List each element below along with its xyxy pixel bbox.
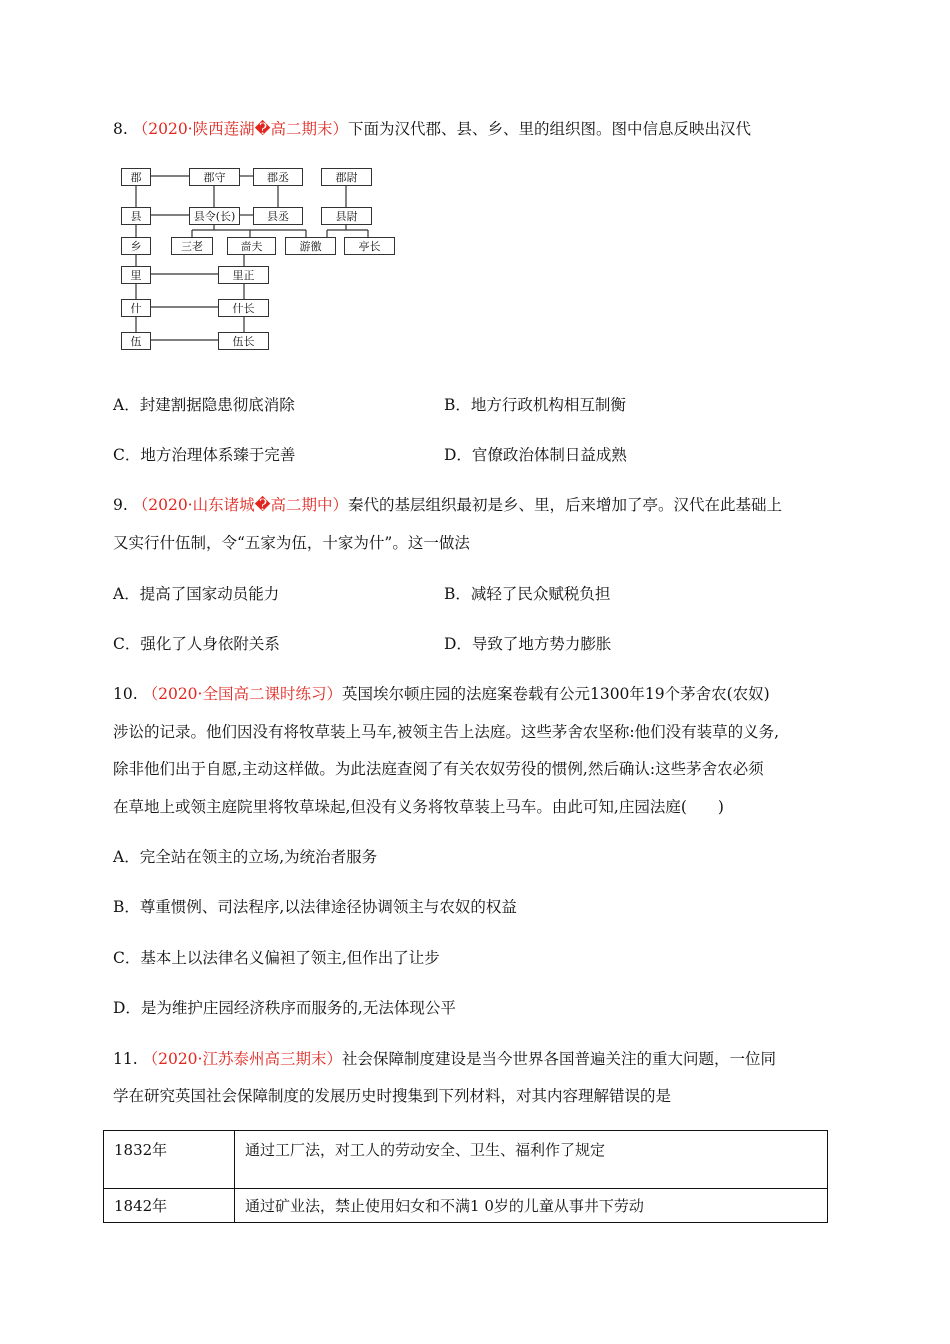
- han-organization-diagram: [0, 0, 420, 360]
- q10-option-b: B．尊重惯例、司法程序,以法律途径协调领主与农奴的权益: [113, 898, 517, 916]
- question-10-stem: 10. （2020·全国高二课时练习）英国埃尔顿庄园的法庭案卷载有公元1300年19个茅舍农(农奴): [113, 685, 770, 703]
- box-sanlao: 三老: [171, 237, 213, 255]
- q9-option-c: C．强化了人身依附关系: [113, 635, 280, 653]
- q10-option-a: A．完全站在领主的立场,为统治者服务: [113, 848, 378, 866]
- box-junwei: 郡尉: [321, 168, 372, 186]
- box-junshou: 郡守: [189, 168, 240, 186]
- box-wuzhang: 伍长: [218, 332, 269, 350]
- q8-option-b: B．地方行政机构相互制衡: [444, 396, 626, 414]
- box-shi: 什: [121, 299, 151, 317]
- box-tingzhang: 亭长: [344, 237, 395, 255]
- question-11-stem: 11. （2020·江苏泰州高三期末）社会保障制度建设是当今世界各国普遍关注的重大问题，一位同: [113, 1050, 776, 1068]
- box-juncheng: 郡丞: [253, 168, 303, 186]
- question-11-stem-2: 学在研究英国社会保障制度的发展历史时搜集到下列材料，对其内容理解错误的是: [113, 1087, 672, 1105]
- box-xianwei: 县尉: [321, 207, 372, 225]
- table-cell-year: 1842年: [104, 1189, 235, 1223]
- box-xian: 县: [121, 207, 151, 225]
- table-row: [104, 1131, 828, 1189]
- box-jun: 郡: [121, 168, 151, 186]
- box-youjiao: 游徼: [285, 237, 336, 255]
- question-9-stem: 9. （2020·山东诸城�高二期中）秦代的基层组织最初是乡、里，后来增加了亭。汉代在此基础上: [113, 496, 783, 514]
- box-lizheng: 里正: [218, 266, 269, 284]
- question-10-stem-4: 在草地上或领主庭院里将牧草垛起,但没有义务将牧草装上马车。由此可知,庄园法庭( ): [113, 798, 724, 816]
- table-row: [104, 1189, 828, 1223]
- q9-option-a: A．提高了国家动员能力: [113, 585, 280, 603]
- q9-option-d: D．导致了地方势力膨胀: [444, 635, 612, 653]
- box-shizhang: 什长: [218, 299, 269, 317]
- material-table: [103, 1130, 828, 1223]
- question-8-stem: 8. （2020·陕西莲湖�高二期末）下面为汉代郡、县、乡、里的组织图。图中信息反映出汉代: [113, 120, 752, 138]
- table-cell-event: 通过矿业法，禁止使用妇女和不满1 0岁的儿童从事井下劳动: [235, 1189, 828, 1223]
- q9-option-b: B．减轻了民众赋税负担: [444, 585, 611, 603]
- box-wu: 伍: [121, 332, 151, 350]
- q8-option-c: C．地方治理体系臻于完善: [113, 446, 296, 464]
- q10-option-d: D．是为维护庄园经济秩序而服务的,无法体现公平: [113, 999, 456, 1017]
- q8-option-d: D．官僚政治体制日益成熟: [444, 446, 627, 464]
- table-cell-year: 1832年: [104, 1131, 235, 1189]
- box-xiang: 乡: [121, 237, 151, 255]
- box-xiancheng: 县丞: [253, 207, 303, 225]
- box-li: 里: [121, 266, 151, 284]
- question-10-stem-3: 除非他们出于自愿,主动这样做。为此法庭查阅了有关农奴劳役的惯例,然后确认:这些茅舍农必须: [113, 760, 764, 778]
- table-cell-event: 通过工厂法，对工人的劳动安全、卫生、福利作了规定: [235, 1131, 828, 1189]
- question-9-stem-cont: 又实行什伍制，令“五家为伍，十家为什”。这一做法: [113, 534, 470, 552]
- box-sefu: 啬夫: [227, 237, 276, 255]
- q8-option-a: A．封建割据隐患彻底消除: [113, 396, 295, 414]
- box-xianling: 县令(长): [189, 207, 240, 225]
- question-10-stem-2: 涉讼的记录。他们因没有将牧草装上马车,被领主告上法庭。这些茅舍农坚称:他们没有装草的义务,: [113, 723, 780, 741]
- q10-option-c: C．基本上以法律名义偏袒了领主,但作出了让步: [113, 949, 440, 967]
